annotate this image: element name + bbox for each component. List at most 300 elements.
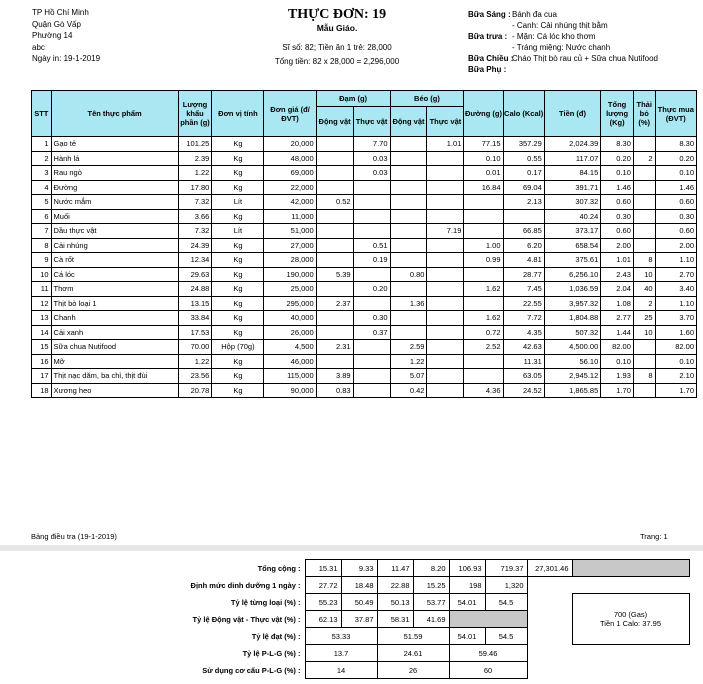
cell-pp — [353, 224, 390, 239]
cell-unit: Kg — [212, 369, 264, 384]
cell-price: 90,000 — [264, 383, 316, 398]
cell-fa: 1.36 — [390, 296, 427, 311]
cell-buy: 0.20 — [655, 151, 696, 166]
cell-sugar — [464, 209, 503, 224]
cell-waste — [633, 137, 655, 152]
cell-stt: 18 — [32, 383, 52, 398]
cell-price: 48,000 — [264, 151, 316, 166]
cell-weight: 1.44 — [601, 325, 634, 340]
cell-stt: 5 — [32, 195, 52, 210]
cell-calo: 357.29 — [503, 137, 544, 152]
cell-fp — [427, 195, 464, 210]
cell-waste — [633, 224, 655, 239]
header-address — [32, 7, 100, 65]
table-row — [32, 311, 697, 326]
cell-fp — [427, 369, 464, 384]
av-value: 58.31 — [377, 611, 413, 628]
cell-pa — [316, 209, 353, 224]
table-row — [32, 354, 697, 369]
empty-cell — [527, 594, 572, 611]
cell-fa: 2.59 — [390, 340, 427, 355]
cell-calo: 4.81 — [503, 253, 544, 268]
cell-sugar: 77.15 — [464, 137, 503, 152]
meal-row — [468, 31, 658, 42]
meal-row — [468, 42, 658, 53]
cell-price: 22,000 — [264, 180, 316, 195]
cell-calo — [503, 209, 544, 224]
reach-value: 54.5 — [485, 628, 527, 645]
food-table — [31, 90, 697, 398]
reach-value: 51.59 — [377, 628, 449, 645]
meal-value: Cháo Thịt bò rau củ + Sữa chua Nutifood — [512, 54, 658, 63]
cell-buy: 2.70 — [655, 267, 696, 282]
cell-pp: 0.03 — [353, 166, 390, 181]
col-buy: Thực mua (ĐVT) — [655, 91, 696, 137]
cell-weight: 0.30 — [601, 209, 634, 224]
cell-buy: 1.10 — [655, 296, 696, 311]
table-row — [32, 267, 697, 282]
cell-weight: 2.77 — [601, 311, 634, 326]
cell-qty: 70.00 — [178, 340, 212, 355]
table-row — [32, 325, 697, 340]
cell-pa — [316, 238, 353, 253]
summary-total-row — [183, 560, 689, 577]
cell-pp: 0.51 — [353, 238, 390, 253]
cell-buy: 3.40 — [655, 282, 696, 297]
cell-fp — [427, 325, 464, 340]
cell-money: 307.32 — [544, 195, 601, 210]
cell-fa — [390, 209, 427, 224]
cell-money: 56.10 — [544, 354, 601, 369]
school-text: abc — [32, 42, 45, 52]
cell-sugar — [464, 354, 503, 369]
cell-buy: 0.10 — [655, 354, 696, 369]
cell-fp — [427, 296, 464, 311]
cell-stt: 11 — [32, 282, 52, 297]
col-protein: Đạm (g) — [316, 91, 390, 107]
cell-qty: 3.66 — [178, 209, 212, 224]
cell-calo: 24.52 — [503, 383, 544, 398]
cell-pp: 0.20 — [353, 282, 390, 297]
cell-unit: Lít — [212, 195, 264, 210]
page-number: Trang: 1 — [640, 532, 668, 541]
cell-sugar: 1.62 — [464, 311, 503, 326]
cell-stt: 1 — [32, 137, 52, 152]
table-row — [32, 296, 697, 311]
cell-qty: 29.63 — [178, 267, 212, 282]
gas-note — [572, 594, 689, 645]
cell-fp — [427, 209, 464, 224]
page-break — [0, 545, 703, 551]
norm-value: 22.88 — [377, 577, 413, 594]
cell-money: 1,804.88 — [544, 311, 601, 326]
cell-name: Cải nhúng — [51, 238, 178, 253]
footer-survey: Bảng điều tra (19-1-2019) — [31, 532, 117, 541]
cell-waste: 10 — [633, 325, 655, 340]
cell-sugar: 2.52 — [464, 340, 503, 355]
cell-money: 4,500.00 — [544, 340, 601, 355]
cell-unit: Kg — [212, 253, 264, 268]
cell-pp — [353, 369, 390, 384]
cell-money: 1,865.85 — [544, 383, 601, 398]
cell-fp — [427, 267, 464, 282]
table-row — [32, 238, 697, 253]
cell-waste: 2 — [633, 296, 655, 311]
cell-stt: 10 — [32, 267, 52, 282]
cell-stt: 13 — [32, 311, 52, 326]
cell-pp — [353, 267, 390, 282]
cell-price: 40,000 — [264, 311, 316, 326]
table-row — [32, 195, 697, 210]
cell-pa — [316, 166, 353, 181]
table-row — [32, 253, 697, 268]
cell-sugar — [464, 296, 503, 311]
cell-weight: 0.10 — [601, 166, 634, 181]
col-money: Tiền (đ) — [544, 91, 601, 137]
cell-waste: 40 — [633, 282, 655, 297]
gray-cell — [572, 560, 689, 577]
cell-name: Thơm — [51, 282, 178, 297]
table-row — [32, 137, 697, 152]
cell-sugar: 1.00 — [464, 238, 503, 253]
meal-list — [468, 9, 658, 75]
cell-buy: 0.60 — [655, 195, 696, 210]
cell-pa: 2.31 — [316, 340, 353, 355]
empty-cell — [572, 645, 689, 662]
summary-table — [183, 559, 690, 679]
menu-subtitle: Mẫu Giáo. — [316, 23, 358, 33]
cell-fp — [427, 253, 464, 268]
cell-pp — [353, 296, 390, 311]
cell-qty: 2.39 — [178, 151, 212, 166]
cell-price: 20,000 — [264, 137, 316, 152]
cell-money: 40.24 — [544, 209, 601, 224]
col-qty: Lượng khẩu phần (g) — [178, 91, 212, 137]
cell-sugar: 0.01 — [464, 166, 503, 181]
cell-fa — [390, 253, 427, 268]
cell-sugar: 0.10 — [464, 151, 503, 166]
cell-fp — [427, 383, 464, 398]
col-weight: Tổng lượng (Kg) — [601, 91, 634, 137]
ratio-value: 53.77 — [413, 594, 449, 611]
col-fat: Béo (g) — [390, 91, 464, 107]
cell-qty: 17.80 — [178, 180, 212, 195]
meal-label: Bữa Sáng : — [468, 10, 511, 19]
meal-row — [468, 53, 658, 64]
reach-value: 53.33 — [305, 628, 377, 645]
cell-weight: 1.93 — [601, 369, 634, 384]
norm-value: 1,320 — [485, 577, 527, 594]
cell-price: 27,000 — [264, 238, 316, 253]
col-stt: STT — [32, 91, 52, 137]
district-text: Quận Gò Vấp — [32, 19, 81, 29]
cell-stt: 3 — [32, 166, 52, 181]
cell-waste: 2 — [633, 151, 655, 166]
cell-weight: 2.00 — [601, 238, 634, 253]
cell-name: Gạo tẻ — [51, 137, 178, 152]
av-value: 62.13 — [305, 611, 341, 628]
cell-calo: 6.20 — [503, 238, 544, 253]
siso-text: Sĩ số: 82; Tiền ăn 1 trẻ: 28,000 — [282, 43, 392, 52]
cell-pa: 5.39 — [316, 267, 353, 282]
cell-waste — [633, 195, 655, 210]
norm-value: 198 — [449, 577, 485, 594]
cell-qty: 23.56 — [178, 369, 212, 384]
cell-pp: 7.70 — [353, 137, 390, 152]
cell-fp — [427, 354, 464, 369]
cell-waste — [633, 166, 655, 181]
cell-qty: 33.84 — [178, 311, 212, 326]
reach-value: 54.01 — [449, 628, 485, 645]
cell-name: Xương heo — [51, 383, 178, 398]
cell-unit: Hộp (70g) — [212, 340, 264, 355]
cell-fa — [390, 311, 427, 326]
cell-pa: 3.89 — [316, 369, 353, 384]
cell-stt: 2 — [32, 151, 52, 166]
table-row — [32, 383, 697, 398]
col-fat-animal: Động vật — [390, 107, 427, 137]
table-row — [32, 151, 697, 166]
cell-stt: 8 — [32, 238, 52, 253]
cell-price: 115,000 — [264, 369, 316, 384]
cell-qty: 1.22 — [178, 354, 212, 369]
food-table-body — [32, 137, 697, 398]
cell-price: 42,000 — [264, 195, 316, 210]
cell-fp — [427, 340, 464, 355]
cell-waste — [633, 238, 655, 253]
col-calo: Calo (Kcal) — [503, 91, 544, 137]
cell-name: Nước mắm — [51, 195, 178, 210]
cell-fa: 1.22 — [390, 354, 427, 369]
cell-fa — [390, 180, 427, 195]
cell-pp — [353, 354, 390, 369]
plg-use-value: 26 — [377, 662, 449, 679]
cell-stt: 14 — [32, 325, 52, 340]
cell-pp: 0.19 — [353, 253, 390, 268]
cell-unit: Kg — [212, 238, 264, 253]
table-row — [32, 166, 697, 181]
cell-name: Rau ngò — [51, 166, 178, 181]
cell-name: Cải xanh — [51, 325, 178, 340]
plg-value: 13.7 — [305, 645, 377, 662]
reach-label: Tỷ lệ đạt (%) : — [251, 631, 301, 641]
cell-unit: Kg — [212, 267, 264, 282]
cell-name: Thịt nạc dăm, ba chỉ, thịt đùi — [51, 369, 178, 384]
cell-fp — [427, 238, 464, 253]
cell-calo: 11.31 — [503, 354, 544, 369]
plg-value: 59.46 — [449, 645, 527, 662]
cell-qty: 13.15 — [178, 296, 212, 311]
cell-name: Muối — [51, 209, 178, 224]
cell-pa — [316, 253, 353, 268]
cell-name: Dầu thực vật — [51, 224, 178, 239]
cell-stt: 7 — [32, 224, 52, 239]
meal-label: Bữa trưa : — [468, 32, 508, 41]
cell-calo: 69.04 — [503, 180, 544, 195]
cell-pa: 2.37 — [316, 296, 353, 311]
cell-money: 6,256.10 — [544, 267, 601, 282]
cell-unit: Kg — [212, 296, 264, 311]
cell-waste — [633, 354, 655, 369]
table-row — [32, 224, 697, 239]
cell-pp — [353, 180, 390, 195]
total-value: 11.47 — [377, 560, 413, 577]
cell-calo: 2.13 — [503, 195, 544, 210]
cell-sugar: 16.84 — [464, 180, 503, 195]
cell-buy: 82.00 — [655, 340, 696, 355]
cell-fa — [390, 137, 427, 152]
plg-use-value: 14 — [305, 662, 377, 679]
cell-money: 373.17 — [544, 224, 601, 239]
plg-use-label: Sử dụng cơ cấu P-L-G (%) : — [202, 665, 301, 675]
cell-calo: 22.55 — [503, 296, 544, 311]
meal-value: - Tráng miệng: Nước chanh — [512, 43, 611, 52]
cell-calo: 0.55 — [503, 151, 544, 166]
cell-name: Đường — [51, 180, 178, 195]
cell-name: Thịt bò loại 1 — [51, 296, 178, 311]
cell-buy: 8.30 — [655, 137, 696, 152]
cell-money: 391.71 — [544, 180, 601, 195]
plg-label: Tỷ lệ P-L-G (%) : — [242, 648, 301, 658]
cell-buy: 1.46 — [655, 180, 696, 195]
empty-cell — [572, 662, 689, 679]
empty-cell — [527, 611, 572, 628]
cell-stt: 6 — [32, 209, 52, 224]
cell-unit: Kg — [212, 282, 264, 297]
cell-fp — [427, 180, 464, 195]
cell-price: 69,000 — [264, 166, 316, 181]
cell-calo: 63.05 — [503, 369, 544, 384]
col-fat-plant: Thực vật — [427, 107, 464, 137]
cell-unit: Kg — [212, 166, 264, 181]
cell-stt: 17 — [32, 369, 52, 384]
cell-weight: 0.10 — [601, 354, 634, 369]
cell-sugar: 4.36 — [464, 383, 503, 398]
cell-buy: 1.60 — [655, 325, 696, 340]
cell-qty: 7.32 — [178, 195, 212, 210]
cell-fp: 1.01 — [427, 137, 464, 152]
cell-fa — [390, 238, 427, 253]
table-row — [32, 180, 697, 195]
plg-value: 24.61 — [377, 645, 449, 662]
total-value: 9.33 — [341, 560, 377, 577]
cell-qty: 101.25 — [178, 137, 212, 152]
total-value: 8.20 — [413, 560, 449, 577]
cell-weight: 0.60 — [601, 224, 634, 239]
cell-stt: 4 — [32, 180, 52, 195]
norm-value: 27.72 — [305, 577, 341, 594]
col-protein-animal: Động vật — [316, 107, 353, 137]
cell-money: 117.07 — [544, 151, 601, 166]
cell-pp: 0.30 — [353, 311, 390, 326]
cell-pa — [316, 282, 353, 297]
enrollment-info — [262, 41, 412, 69]
cell-buy: 2.10 — [655, 369, 696, 384]
cell-calo: 66.85 — [503, 224, 544, 239]
cell-fa: 5.07 — [390, 369, 427, 384]
col-unit: Đơn vị tính — [212, 91, 264, 137]
cell-sugar — [464, 369, 503, 384]
cell-fa — [390, 151, 427, 166]
col-price: Đơn giá (đ/ĐVT) — [264, 91, 316, 137]
empty-cell — [527, 645, 572, 662]
table-row — [32, 369, 697, 384]
cell-buy: 0.60 — [655, 224, 696, 239]
cell-price: 51,000 — [264, 224, 316, 239]
col-waste: Thải bỏ (%) — [633, 91, 655, 137]
cell-weight: 0.60 — [601, 195, 634, 210]
table-row — [32, 209, 697, 224]
cell-fp — [427, 311, 464, 326]
meal-value: - Mặn: Cá lóc kho thơm — [512, 32, 596, 41]
cell-fa — [390, 224, 427, 239]
cell-qty: 17.53 — [178, 325, 212, 340]
ratio-value: 55.23 — [305, 594, 341, 611]
total-value: 15.31 — [305, 560, 341, 577]
cell-calo: 7.45 — [503, 282, 544, 297]
summary-plg-use-row — [183, 662, 689, 679]
cell-qty: 7.32 — [178, 224, 212, 239]
plg-use-value: 60 — [449, 662, 527, 679]
cell-fp: 7.19 — [427, 224, 464, 239]
total-value: 719.37 — [485, 560, 527, 577]
cell-waste: 8 — [633, 369, 655, 384]
ratio-value: 50.49 — [341, 594, 377, 611]
cell-price: 26,000 — [264, 325, 316, 340]
cell-unit: Kg — [212, 151, 264, 166]
cell-pa — [316, 354, 353, 369]
cell-waste — [633, 209, 655, 224]
cell-unit: Lít — [212, 224, 264, 239]
cell-pp — [353, 195, 390, 210]
cell-name: Cà rốt — [51, 253, 178, 268]
cell-unit: Kg — [212, 354, 264, 369]
cell-name: Hành lá — [51, 151, 178, 166]
print-date: Ngày in: 19-1-2019 — [32, 54, 101, 63]
meal-row — [468, 20, 658, 31]
cell-buy: 0.10 — [655, 166, 696, 181]
cell-price: 11,000 — [264, 209, 316, 224]
ratio-value: 54.5 — [485, 594, 527, 611]
cell-unit: Kg — [212, 137, 264, 152]
cell-money: 658.54 — [544, 238, 601, 253]
cell-pa — [316, 325, 353, 340]
cell-weight: 8.30 — [601, 137, 634, 152]
gas-note-line2: Tiền 1 Calo: 37.95 — [599, 619, 661, 628]
total-money-text: Tổng tiền: 82 x 28,000 = 2,296,000 — [274, 57, 400, 66]
cell-pp: 0.03 — [353, 151, 390, 166]
cell-buy: 1.10 — [655, 253, 696, 268]
cell-unit: Kg — [212, 180, 264, 195]
cell-fp — [427, 282, 464, 297]
gas-note-line1: 700 (Gas) — [613, 610, 648, 619]
ratio-value: 50.13 — [377, 594, 413, 611]
total-label: Tổng cộng : — [257, 563, 301, 573]
menu-title: THỰC ĐƠN: 19 — [287, 7, 387, 22]
cell-pp — [353, 383, 390, 398]
menu-title-block — [262, 7, 412, 34]
gray-cell — [449, 611, 527, 628]
summary-ratio-row — [183, 594, 689, 611]
ward-text: Phường 14 — [32, 31, 73, 40]
cell-fa — [390, 195, 427, 210]
cell-stt: 9 — [32, 253, 52, 268]
cell-sugar — [464, 195, 503, 210]
cell-fa — [390, 325, 427, 340]
meal-value: Bánh đa cua — [512, 10, 557, 19]
cell-price: 4,500 — [264, 340, 316, 355]
cell-name: Cá lóc — [51, 267, 178, 282]
